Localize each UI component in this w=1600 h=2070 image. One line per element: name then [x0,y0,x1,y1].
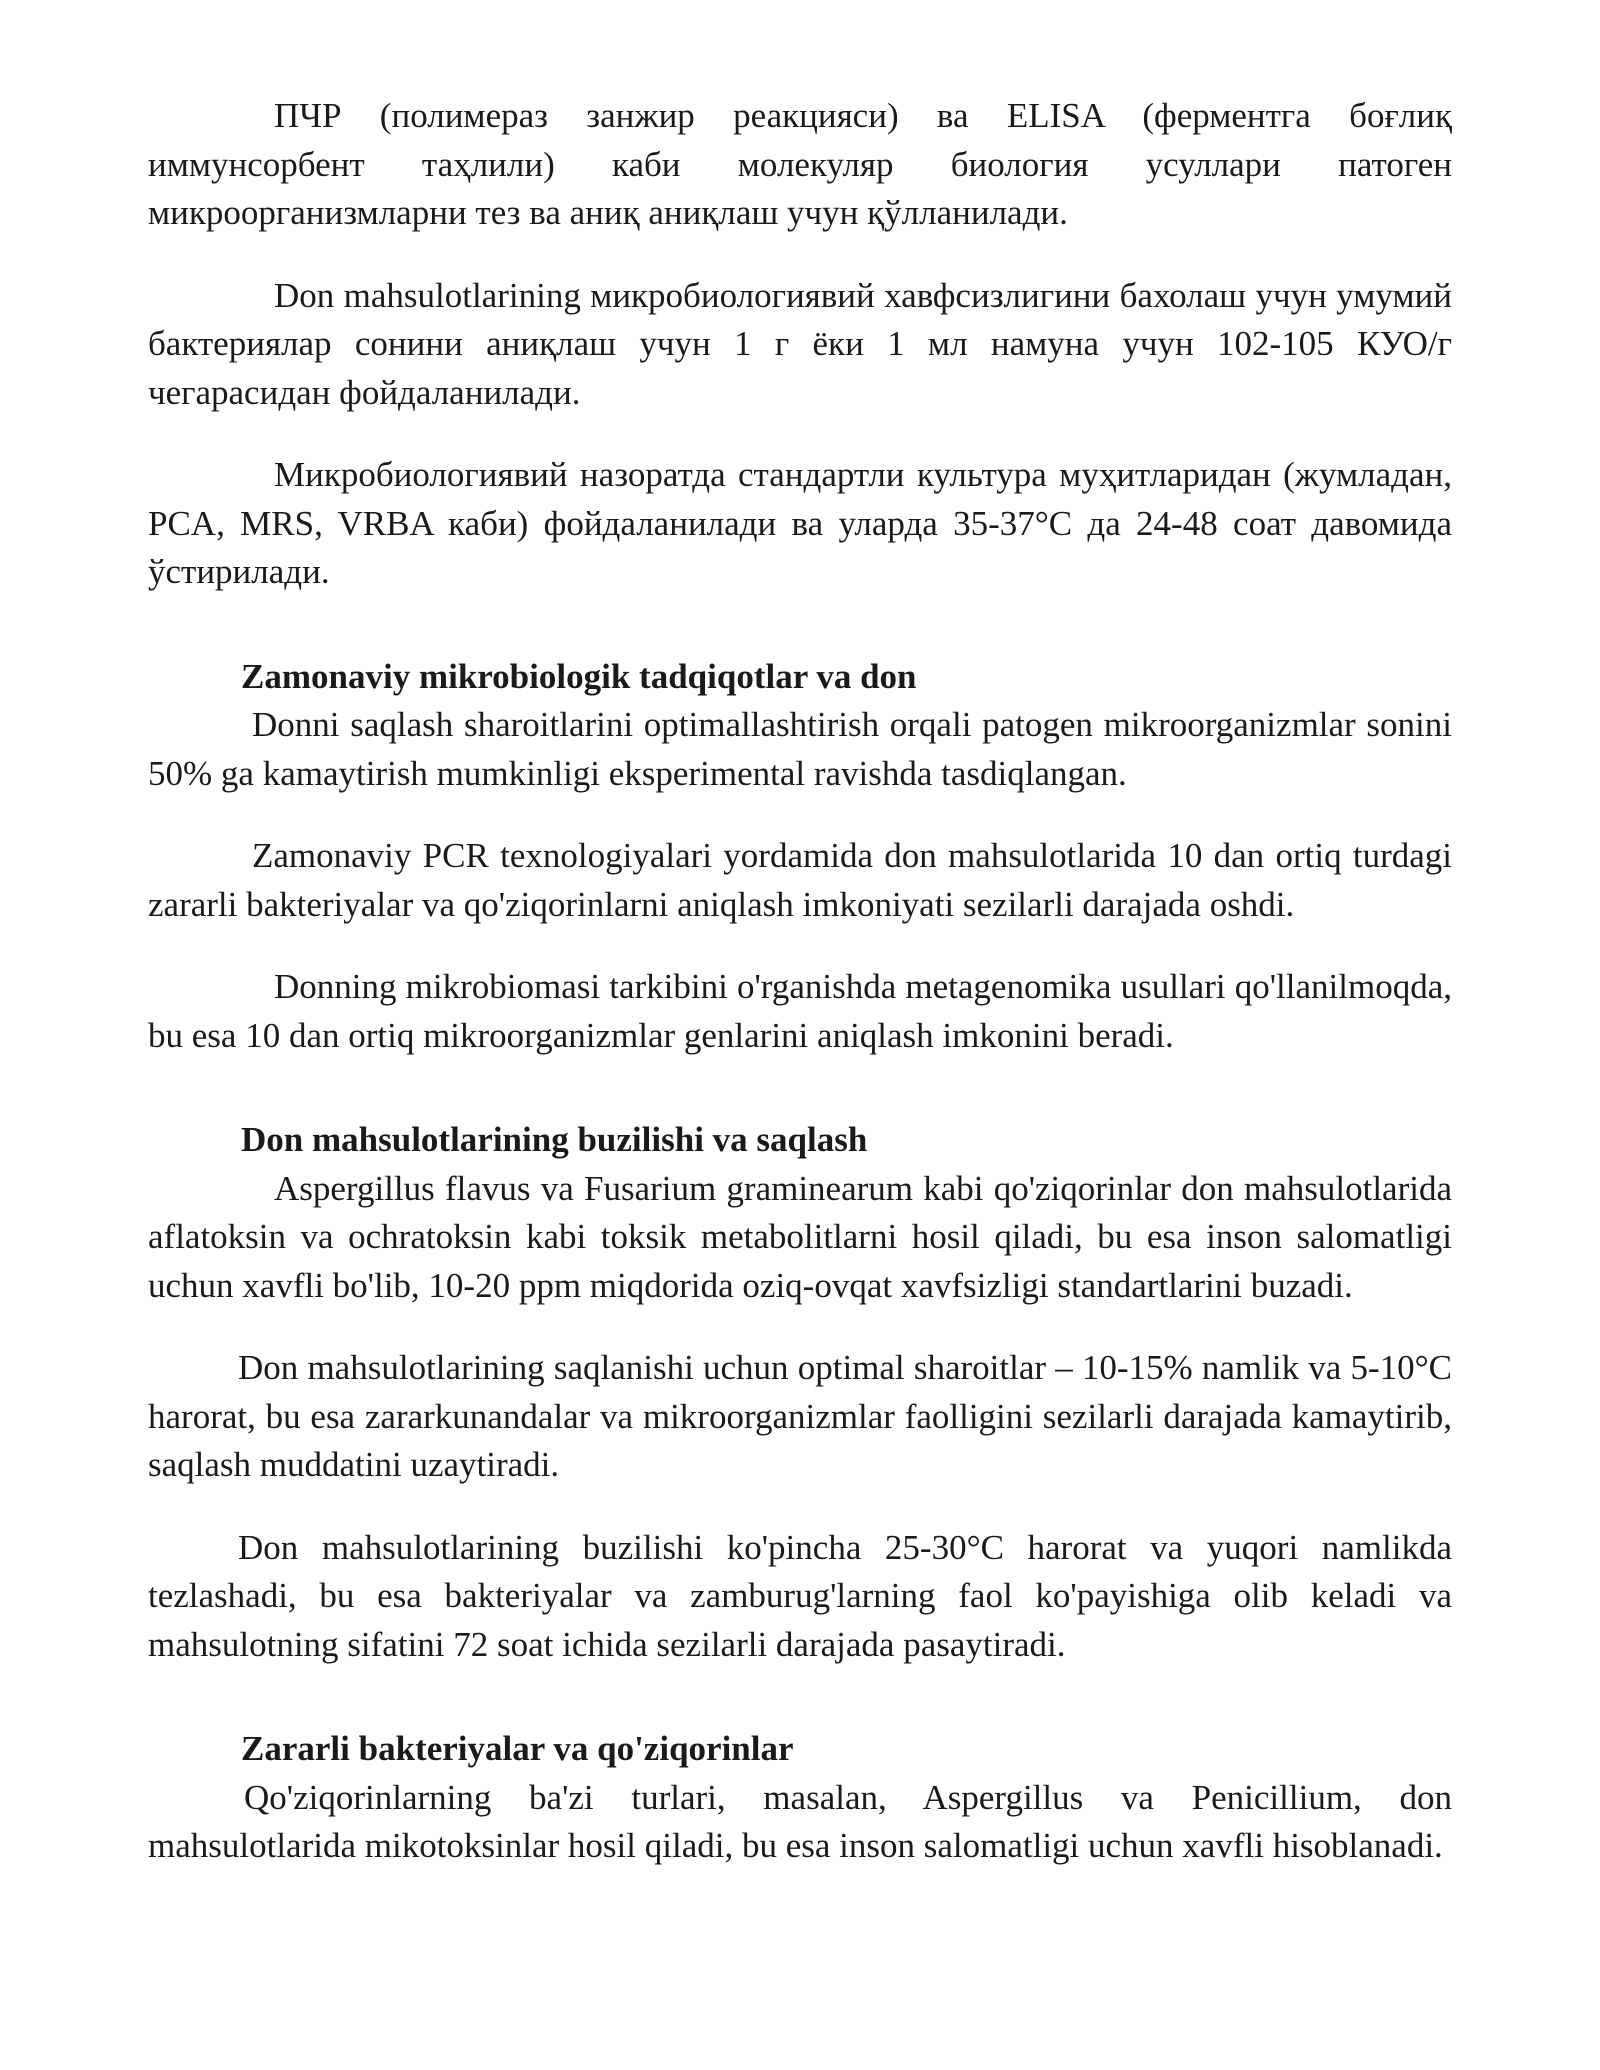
paragraph-bacteria-count: Don mahsulotlarining микробиологиявий хавфсизлигини бахолаш учун умумий бактериялар сонини аниқлаш учун 1 г ёки 1 мл намуна учун 102-105 КУО/г чегарасидан фойдаланилади. [148,275,1452,412]
paragraph-storage-conditions: Don mahsulotlarining saqlanishi uchun optimal sharoitlar – 10-15% namlik va 5-10°C harorat, bu esa zararkunandalar va mikroorganizmlar faolligini sezilarli darajada kamaytirib, saqlash muddatini uzaytiradi. [148,1348,1452,1484]
heading-harmful-microbes: Zararli bakteriyalar va qo'ziqorinlar [241,1729,794,1768]
paragraph-culture-media: Микробиологиявий назоратда стандартли культура муҳитларидан (жумладан, PCA, MRS, VRBA каби) фойдаланилади ва уларда 35-37°C да 24-48 соат давомида ўстирилади. [148,455,1452,591]
paragraph-pcr-elisa: ПЧР (полимераз занжир реакцияси) ва ELISA (ферментга боғлиқ иммунсорбент таҳлили) каби молекуляр биология усуллари патоген микроорганизмларни тез ва аниқ аниқлаш учун қўлланилади. [148,96,1452,232]
heading-modern-research: Zamonaviy mikrobiologik tadqiqotlar va don [241,656,917,696]
paragraph-storage-optimization: Donni saqlash sharoitlarini optimallashtirish orqali patogen mikroorganizmlar sonini 50% ga kamaytirish mumkinligi eksperimental ravishda tasdiqlangan. [148,705,1452,793]
paragraph-fungi-species: Qo'ziqorinlarning ba'zi turlari, masalan, Aspergillus va Penicillium, don mahsulotlarida mikotoksinlar hosil qiladi, bu esa inson salomatligi uchun xavfli hisoblanadi. [148,1777,1452,1865]
paragraph-mycotoxins: Aspergillus flavus va Fusarium graminearum kabi qo'ziqorinlar don mahsulotlarida aflatoksin va ochratoksin kabi toksik metabolitlarni hosil qiladi, bu esa inson salomatligi uchun xavfli bo'lib, 10-20 ppm miqdorida oziq-ovqat xavfsizligi standartlarini buzadi. [148,1168,1452,1305]
heading-spoilage-storage: Don mahsulotlarining buzilishi va saqlash [241,1120,868,1159]
paragraph-spoilage-temperature: Don mahsulotlarining buzilishi ko'pincha 25-30°C harorat va yuqori namlikda tezlashadi, bu esa bakteriyalar va zamburug'larning faol ko'payishiga olib keladi va mahsulotning sifatini 72 soat ichida sezilarli darajada pasaytiradi. [148,1527,1452,1664]
paragraph-pcr-technologies: Zamonaviy PCR texnologiyalari yordamida don mahsulotlarida 10 dan ortiq turdagi zararli bakteriyalar va qo'ziqorinlarni aniqlash imkoniyati sezilarli darajada oshdi. [148,836,1452,924]
document-page [148,92,1452,1871]
paragraph-metagenomics: Donning mikrobiomasi tarkibini o'rganishda metagenomika usullari qo'llanilmoqda, bu esa 10 dan ortiq mikroorganizmlar genlarini aniqlash imkonini beradi. [148,967,1452,1055]
